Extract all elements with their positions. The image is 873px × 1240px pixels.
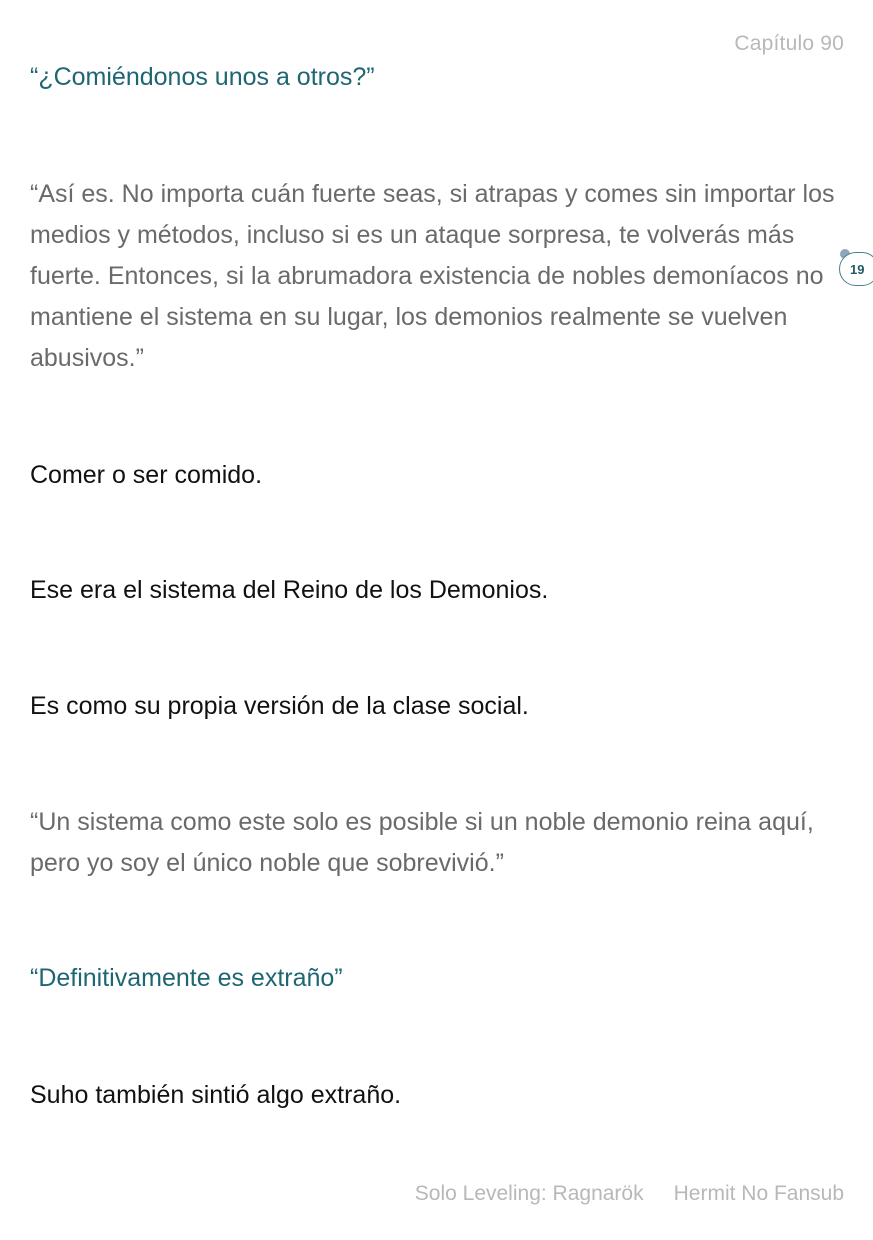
comment-count-badge[interactable] [839,252,873,286]
chapter-label: Capítulo 90 [734,32,844,55]
paragraph-dialogue: “Definitivamente es extraño” [30,964,343,992]
paragraph-dialogue: “¿Comiéndonos unos a otros?” [30,63,375,91]
paragraph-narration: Suho también sintió algo extraño. [30,1081,402,1109]
book-title: Solo Leveling: Ragnarök [414,1182,644,1205]
paragraph-dialogue: “Así es. No importa cuán fuerte seas, si atrapas y comes sin importar los medios y métodos, incluso si es un ataque sorpresa, te volverás más fuerte. Entonces, si la abrumadora existencia de nobles demoníacos no mantiene el sistema en su lugar, los demonios realmente se vuelven abusivos.” [30,180,835,372]
paragraph-narration: Es como su propia versión de la clase social. [30,692,529,720]
paragraph-narration: Comer o ser comido. [30,461,263,489]
translator-credit: Hermit No Fansub [673,1182,844,1205]
paragraph-narration: Ese era el sistema del Reino de los Demonios. [30,576,549,604]
paragraph-dialogue: “Un sistema como este solo es posible si un noble demonio reina aquí, pero yo soy el único noble que sobrevivió.” [30,808,814,877]
comment-count: 19 [850,261,865,277]
footer [415,1182,844,1206]
